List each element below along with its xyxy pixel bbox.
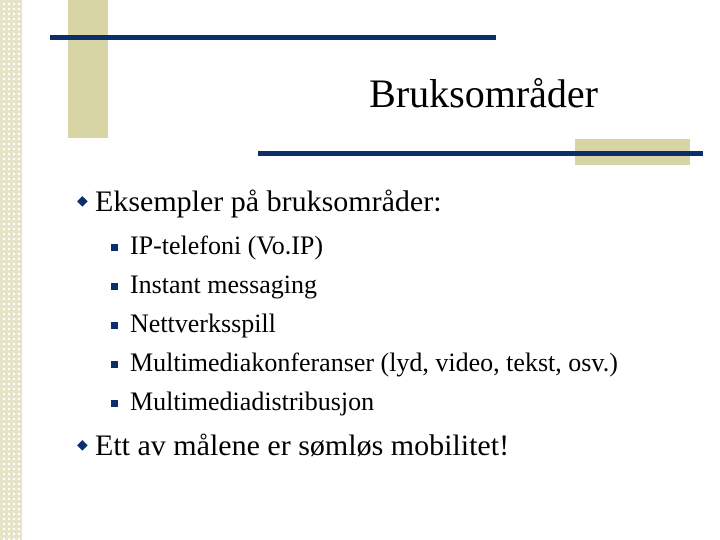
square-bullet-icon (111, 361, 118, 368)
sub-bullet-list (111, 226, 618, 421)
bullet-text: Ett av målene er sømløs mobilitet! (95, 429, 510, 462)
bullet-item-2 (77, 428, 509, 464)
sub-bullet-item (111, 382, 618, 421)
decorative-rule-bottom (258, 151, 703, 156)
sub-bullet-item (111, 226, 618, 265)
sub-bullet-item (111, 343, 618, 382)
sub-bullet-item (111, 304, 618, 343)
sub-bullet-text: Instant messaging (130, 269, 318, 299)
diamond-bullet-icon: ◆ (77, 438, 88, 453)
square-bullet-icon (111, 322, 118, 329)
sub-bullet-text: IP-telefoni (Vo.IP) (130, 230, 324, 260)
diamond-bullet-icon: ◆ (77, 194, 88, 209)
sub-bullet-text: Nettverksspill (130, 308, 276, 338)
sub-bullet-item (111, 265, 618, 304)
square-bullet-icon (111, 244, 118, 251)
bullet-item-1 (77, 184, 442, 220)
decorative-olive-block-top (68, 0, 108, 138)
slide-title: Bruksområder (369, 71, 598, 116)
sub-bullet-text: Multimediadistribusjon (130, 386, 375, 416)
square-bullet-icon (111, 400, 118, 407)
sub-bullet-text: Multimediakonferanser (lyd, video, tekst, osv.) (130, 347, 618, 377)
bullet-text: Eksempler på bruksområder: (95, 185, 442, 218)
decorative-rule-top (50, 35, 496, 40)
square-bullet-icon (111, 283, 118, 290)
decorative-checkered-strip (0, 0, 22, 540)
